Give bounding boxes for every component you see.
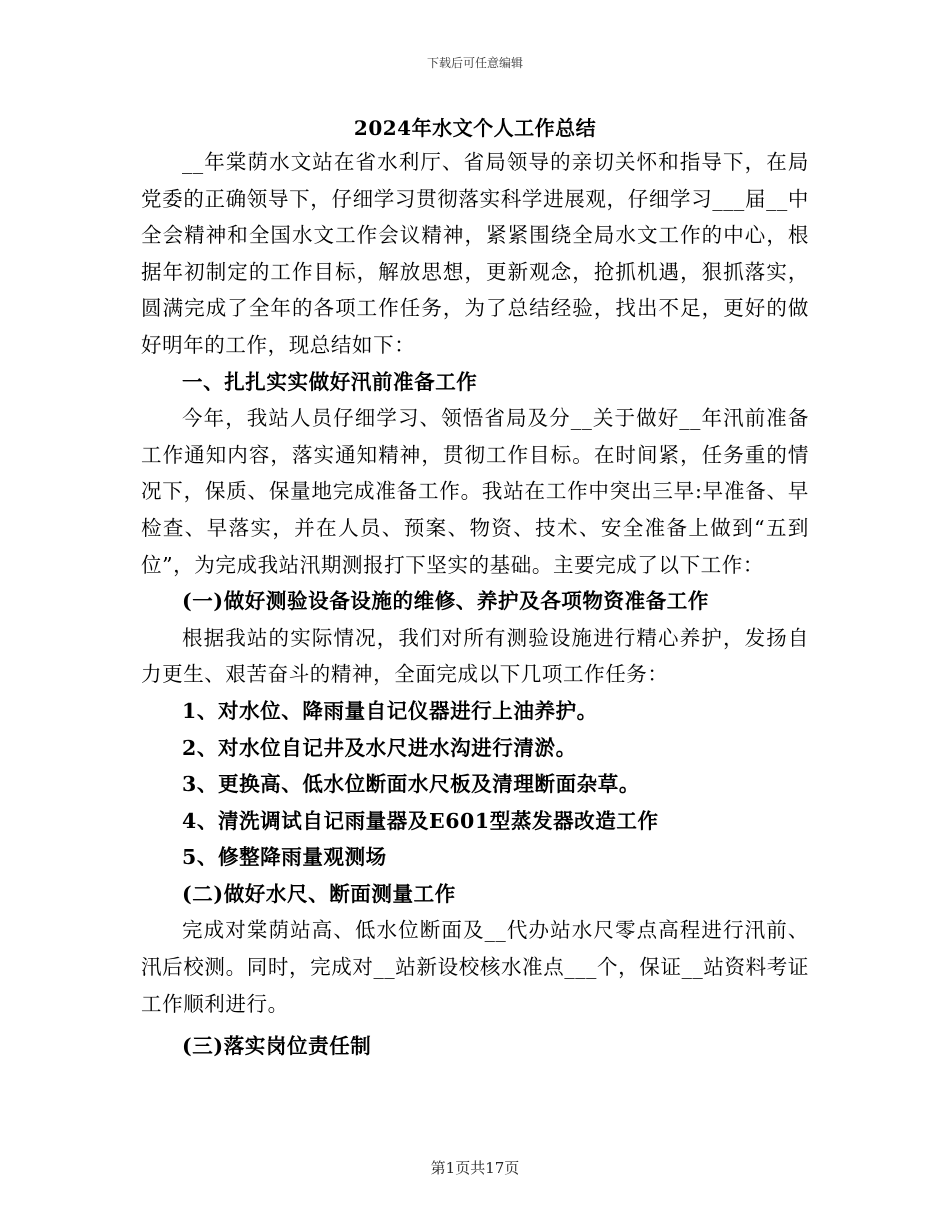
page-number: 第1页共17页 [430, 1159, 520, 1177]
subsection-1-heading: (一)做好测验设备设施的维修、养护及各项物资准备工作 [182, 589, 709, 614]
list-item: 3、更换高、低水位断面水尺板及清理断面杂草。 [182, 772, 640, 797]
document-body [141, 112, 809, 1065]
section-1-paragraph: 今年，我站人员仔细学习、领悟省局及分__关于做好__年汛前准备工作通知内容，落实通知精神，贯彻工作目标。在时间紧，任务重的情况下，保质、保量地完成准备工作。我站在工作中突出三早:早准备、早检查、早落实，并在人员、预案、物资、技术、安全准备上做到“五到位”，为完成我站汛期测报打下坚实的基础。主要完成了以下工作： [141, 406, 809, 577]
subsection-2-heading: (二)做好水尺、断面测量工作 [182, 881, 456, 906]
subsection-3-heading: (三)落实岗位责任制 [182, 1034, 372, 1059]
list-item: 5、修整降雨量观测场 [182, 845, 387, 870]
list-item: 4、清洗调试自记雨量器及E601型蒸发器改造工作 [182, 808, 659, 833]
page-header-note: 下载后可任意编辑 [426, 56, 523, 70]
document-title: 2024年水文个人工作总结 [353, 116, 597, 140]
intro-paragraph: __年棠荫水文站在省水利厅、省局领导的亲切关怀和指导下，在局党委的正确领导下，仔细学习贯彻落实科学进展观，仔细学习___届__中全会精神和全国水文工作会议精神，紧紧围绕全局水文工作的中心，根据年初制定的工作目标，解放思想，更新观念，抢抓机遇，狠抓落实，圆满完成了全年的各项工作任务，为了总结经验，找出不足，更好的做好明年的工作，现总结如下： [141, 150, 809, 357]
list-item: 2、对水位自记井及水尺进水沟进行清淤。 [182, 735, 577, 760]
subsection-2-paragraph: 完成对棠荫站高、低水位断面及__代办站水尺零点高程进行汛前、汛后校测。同时，完成对__站新设校核水准点___个，保证__站资料考证工作顺利进行。 [141, 918, 809, 1016]
list-item: 1、对水位、降雨量自记仪器进行上油养护。 [182, 698, 598, 723]
section-1-heading: 一、扎扎实实做好汛前准备工作 [182, 369, 478, 394]
subsection-1-paragraph: 根据我站的实际情况，我们对所有测验设施进行精心养护，发扬自力更生、艰苦奋斗的精神，全面完成以下几项工作任务： [141, 625, 809, 687]
